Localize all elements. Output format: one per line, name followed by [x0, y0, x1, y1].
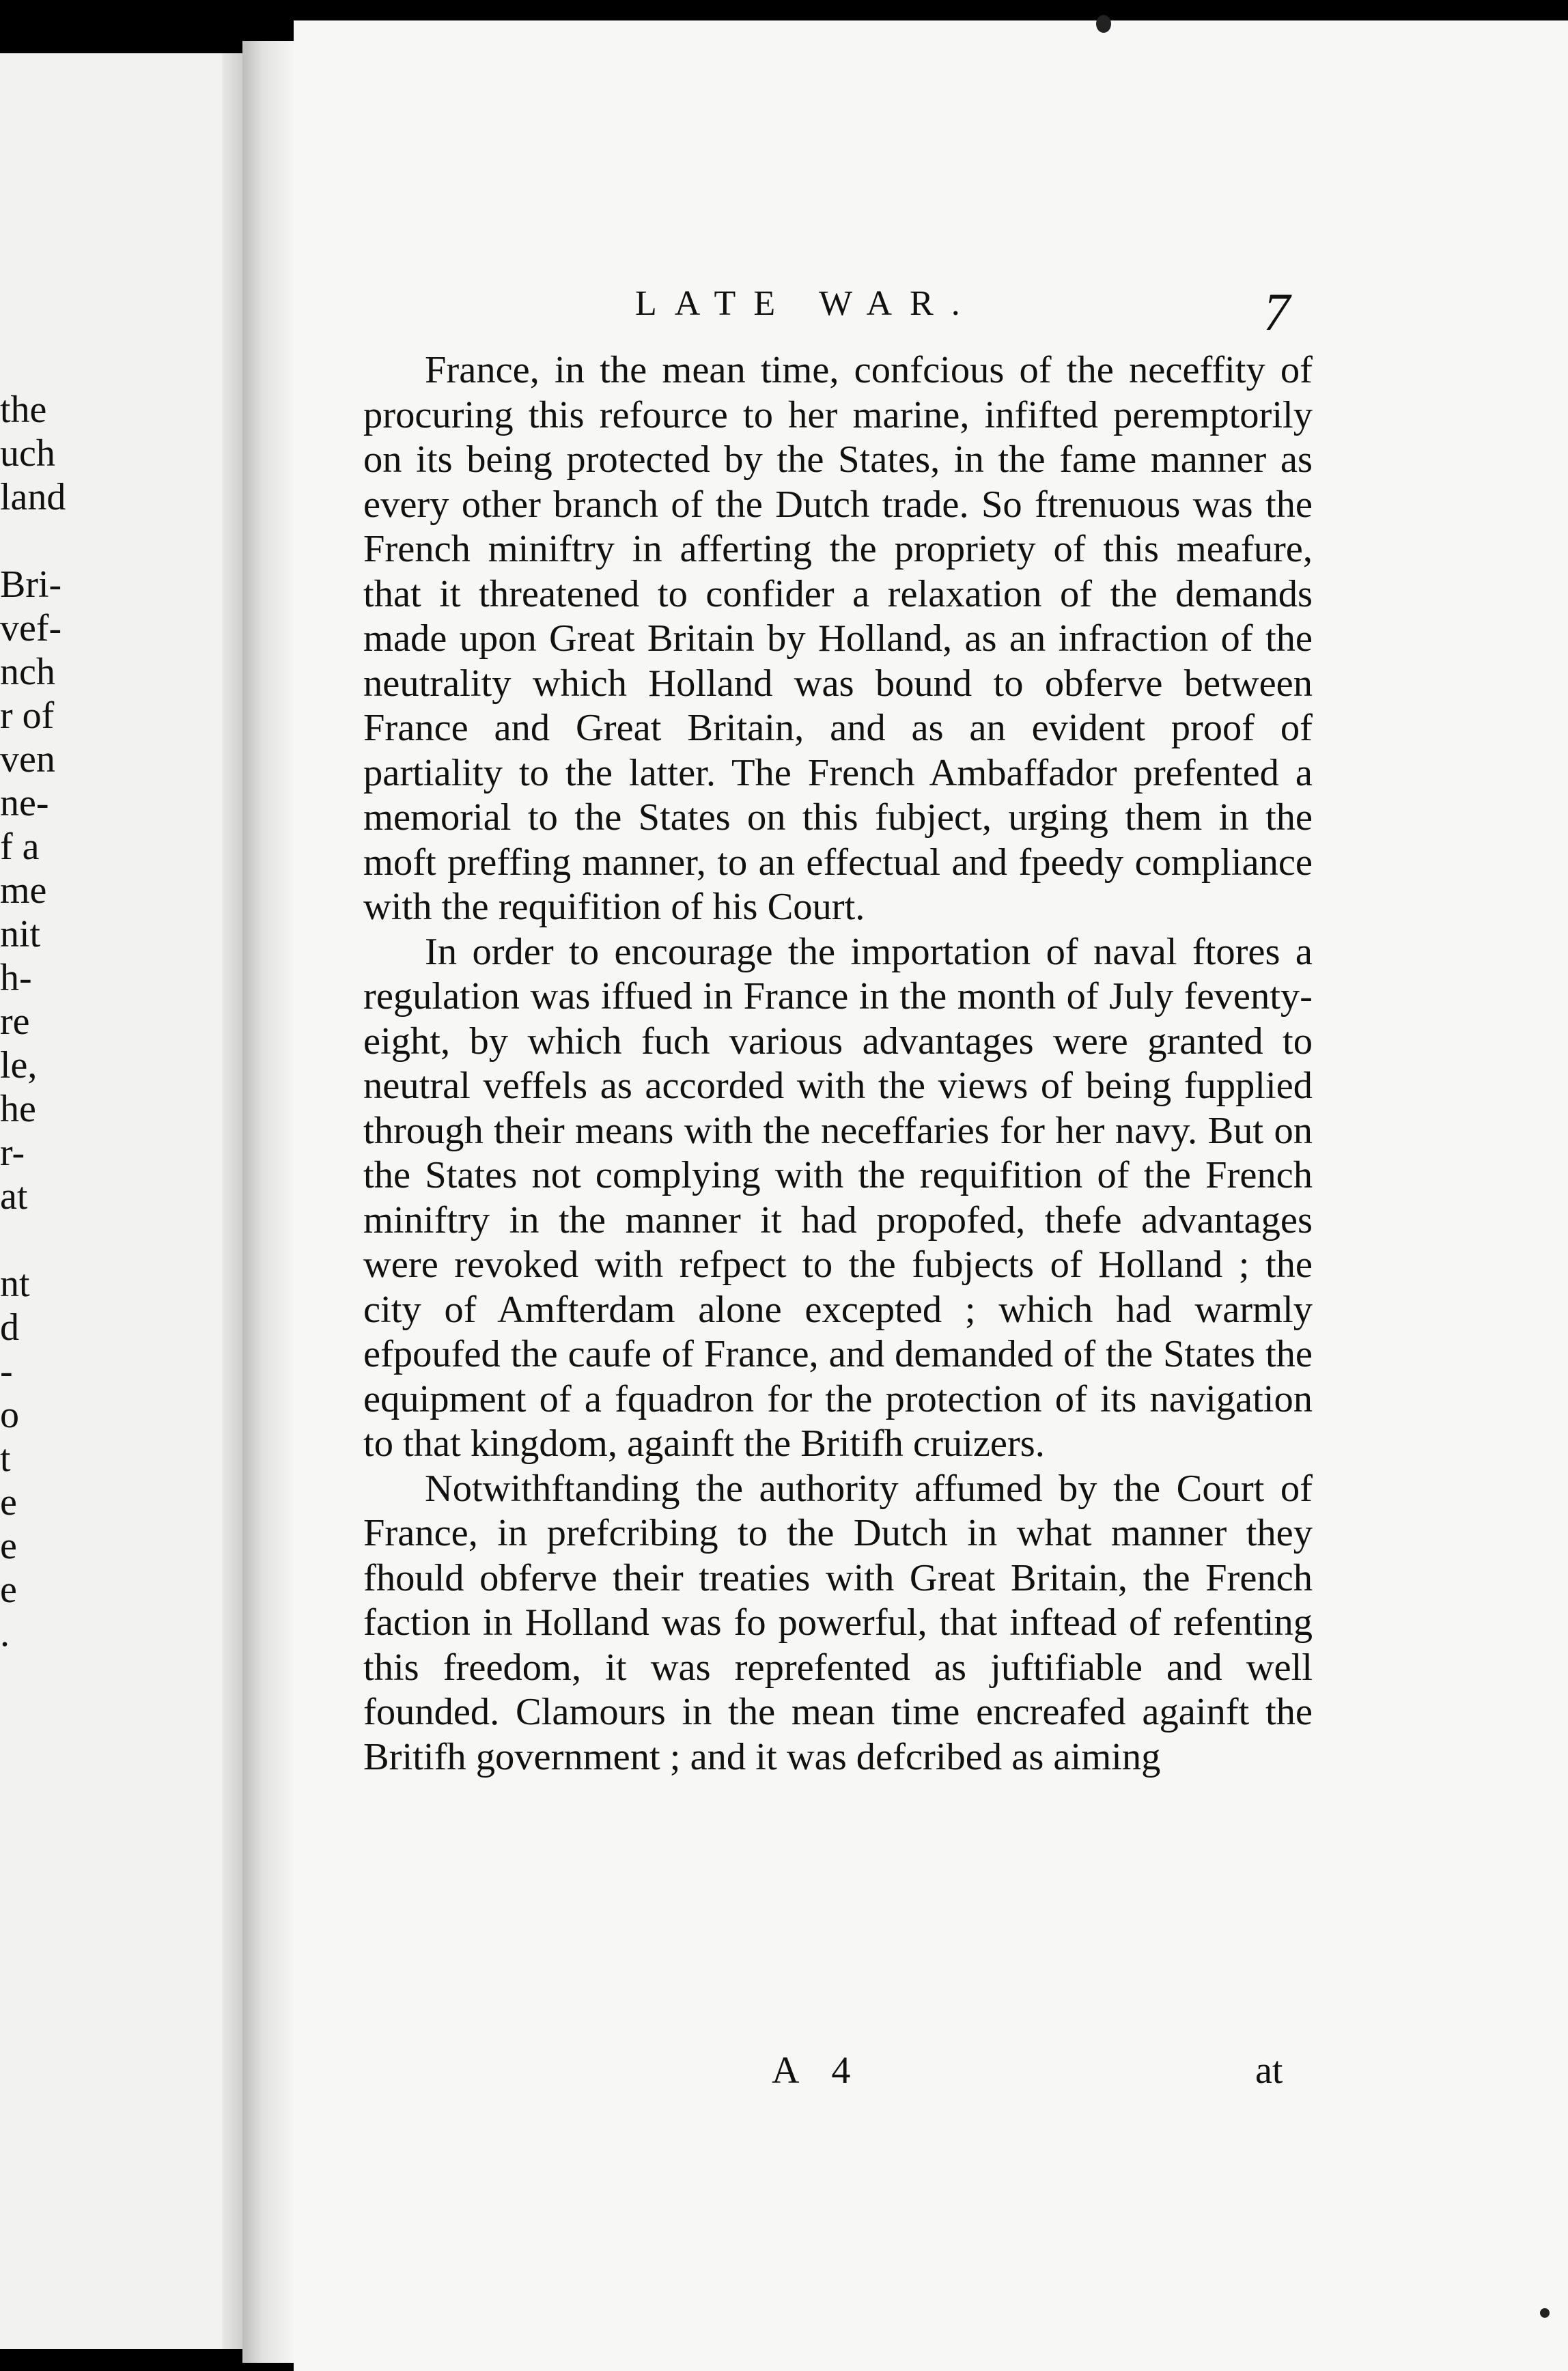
- left-fragment: nch: [0, 651, 55, 693]
- scan-speck: [1096, 15, 1111, 33]
- left-fragment: r-: [0, 1132, 25, 1174]
- left-fragment: he: [0, 1088, 36, 1130]
- left-fragment: [0, 1218, 82, 1262]
- paragraph-3: Notwithftanding the authority affumed by the Court of France, in prefcribing to the Dutch in what manner they fhould obferve their treaties with Great Britain, the French faction in Holland was fo powerful, that inftead of refenting this freedom, it was reprefented as juftifiable and well founded. Clamours in the mean time encreafed againft the Britifh government ; and it was defcribed as aiming: [363, 1467, 1313, 1778]
- left-fragment: t: [0, 1437, 11, 1480]
- left-page-edge: [222, 53, 242, 2349]
- left-fragment: the: [0, 389, 47, 431]
- paragraph-2: In order to encourage the importation of naval ftores a regulation was iffued in France in the month of July feventy-eight, by which fuch various advantages were granted to neutral veffels as accorded with the views of being fupplied through their means with the neceffaries for her navy. But on the States not complying with the requifition of the French miniftry in the manner it had propofed, thefe advantages were revoked with refpect to the fubjects of Holland ; the city of Amfterdam alone excepted ; which had warmly efpoufed the caufe of France, and demanded of the States the equipment of a fquadron for the protection of its navigation to that kingdom, againft the Britifh cruizers.: [363, 930, 1313, 1465]
- left-fragment: e: [0, 1525, 17, 1567]
- left-fragment: e: [0, 1481, 17, 1524]
- left-fragment: nit: [0, 913, 41, 955]
- left-fragment: land: [0, 476, 66, 518]
- left-fragment: re: [0, 1000, 30, 1043]
- left-fragment: e: [0, 1569, 17, 1611]
- left-fragment: ne-: [0, 782, 49, 824]
- running-head: LATE WAR.: [635, 284, 978, 323]
- book-gutter: [242, 41, 294, 2363]
- left-fragment: o: [0, 1394, 19, 1436]
- left-fragment: d: [0, 1306, 19, 1349]
- left-fragment: -: [0, 1350, 13, 1392]
- scan-speck: [1540, 2308, 1550, 2318]
- left-page-fragments: [0, 388, 82, 1655]
- paragraph-1: France, in the mean time, confcious of the neceffity of procuring this refource to her marine, infifted peremptorily on its being protected by the States, in the fame manner as every other branch of the Dutch trade. So ftrenuous was the French miniftry in afferting the propriety of this meafure, that it threatened to confider a relaxation of the demands made upon Great Britain by Holland, as an infraction of the neutrality which Holland was bound to obferve between France and Great Britain, and as an evident proof of partiality to the latter. The French Ambaffador prefented a memorial to the States on this fubject, urging them in the moft preffing manner, to an effectual and fpeedy compliance with the requifition of his Court.: [363, 349, 1313, 928]
- left-fragment: h-: [0, 957, 32, 999]
- body-text: [363, 348, 1313, 1780]
- left-fragment: uch: [0, 432, 55, 475]
- left-fragment: Bri-: [0, 563, 62, 606]
- left-fragment: me: [0, 869, 47, 912]
- left-fragment: f a: [0, 826, 40, 868]
- left-fragment: ven: [0, 738, 55, 781]
- left-fragment: at: [0, 1175, 28, 1218]
- signature-mark: A 4: [772, 2049, 863, 2092]
- left-fragment: le,: [0, 1044, 38, 1086]
- page-number: 7: [1263, 282, 1290, 341]
- left-fragment: [0, 519, 82, 563]
- catchword: at: [1255, 2049, 1283, 2092]
- left-fragment: vef-: [0, 607, 62, 649]
- left-page: [0, 53, 242, 2349]
- left-fragment: nt: [0, 1263, 30, 1305]
- left-fragment: r of: [0, 695, 55, 737]
- left-fragment: .: [0, 1612, 10, 1655]
